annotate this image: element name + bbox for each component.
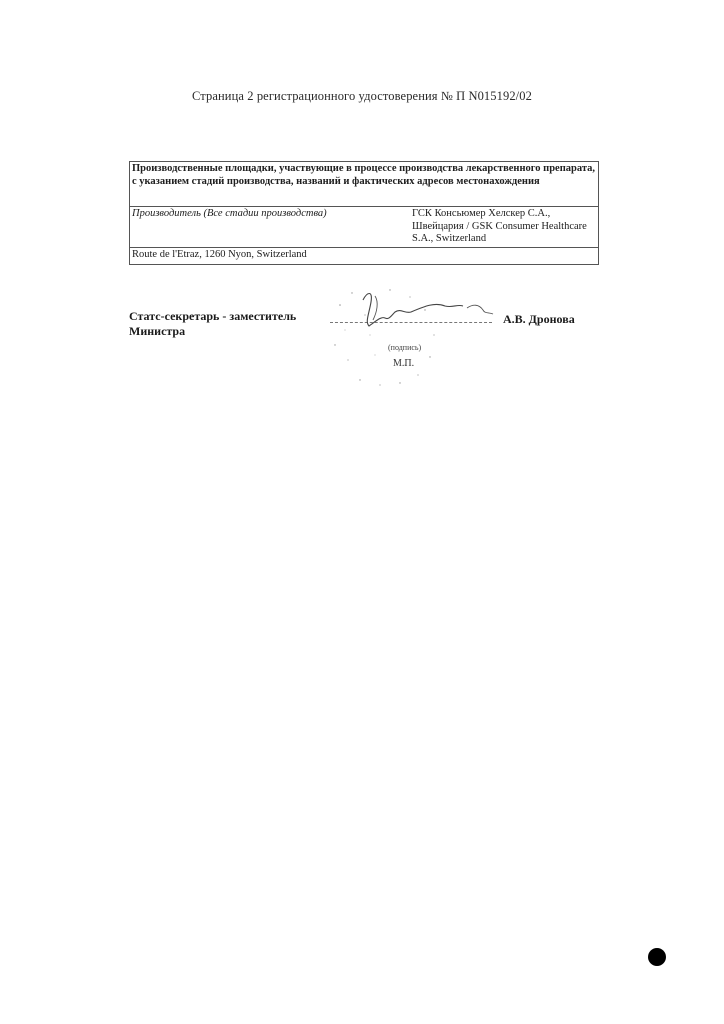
seal-label: М.П. xyxy=(393,358,415,369)
page-header: Страница 2 регистрационного удостоверения № П N015192/02 xyxy=(192,89,532,103)
manufacturer-address: Route de l'Etraz, 1260 Nyon, Switzerland xyxy=(130,247,599,264)
handwritten-signature xyxy=(325,282,515,342)
table-heading: Производственные площадки, участвующие в процессе производства лекарственного препарата, с указанием стадий производства, названий и фактических адресов местонахождения xyxy=(130,162,599,207)
manufacturing-sites-table xyxy=(129,161,599,265)
table-row xyxy=(130,247,599,264)
table-row xyxy=(130,207,599,248)
signature-caption: (подпись) xyxy=(388,343,422,352)
manufacturer-role: Производитель (Все стадии производства) xyxy=(130,207,411,248)
signatory-name: А.В. Дронова xyxy=(503,312,575,326)
manufacturer-name: ГСК Консьюмер Хелскер С.А., Швейцария / GSK Consumer Healthcare S.A., Switzerland xyxy=(410,207,599,248)
table-header-row xyxy=(130,162,599,207)
signatory-position: Статс-секретарь - заместитель Министра xyxy=(129,309,297,338)
corner-dot xyxy=(648,948,666,966)
